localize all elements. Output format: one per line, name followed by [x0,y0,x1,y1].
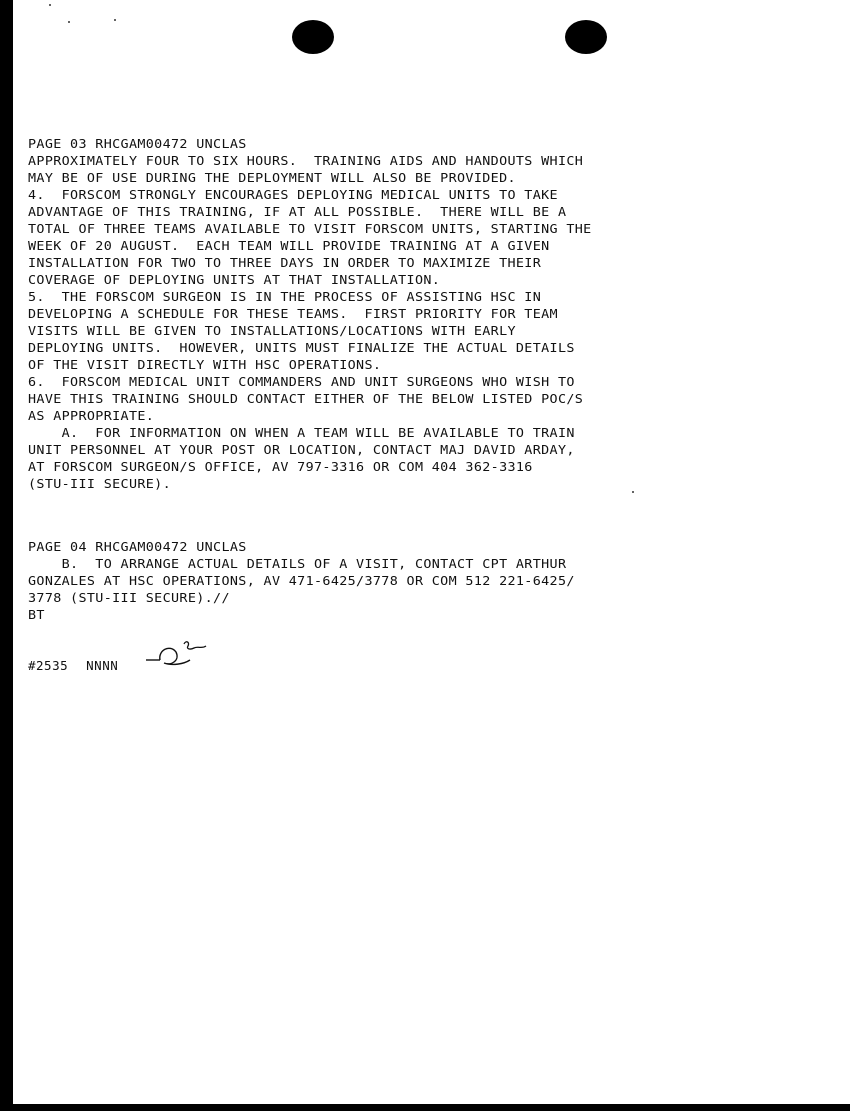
page3-line: UNIT PERSONNEL AT YOUR POST OR LOCATION, CONTACT MAJ DAVID ARDAY, [28,443,575,458]
page4-header: PAGE 04 RHCGAM00472 UNCLAS [28,540,247,555]
page3-line: (STU-III SECURE). [28,477,172,492]
punch-hole-right [565,20,607,54]
scan-speck [68,21,70,23]
page4-line: B. TO ARRANGE ACTUAL DETAILS OF A VISIT, CONTACT CPT ARTHUR [28,557,567,572]
scan-speck [114,19,116,21]
page3-line: AS APPROPRIATE. [28,409,155,424]
page3-line: VISITS WILL BE GIVEN TO INSTALLATIONS/LOCATIONS WITH EARLY [28,324,516,339]
page3-line: A. FOR INFORMATION ON WHEN A TEAM WILL BE AVAILABLE TO TRAIN [28,426,575,441]
page3-line: DEPLOYING UNITS. HOWEVER, UNITS MUST FINALIZE THE ACTUAL DETAILS [28,341,575,356]
page4-line: 3778 (STU-III SECURE).// [28,591,230,606]
page4-line: GONZALES AT HSC OPERATIONS, AV 471-6425/3778 OR COM 512 221-6425/ [28,574,575,589]
page3-line: APPROXIMATELY FOUR TO SIX HOURS. TRAINING AIDS AND HANDOUTS WHICH [28,154,584,169]
scan-speck [632,491,634,493]
page3-line: OF THE VISIT DIRECTLY WITH HSC OPERATIONS. [28,358,382,373]
page3-line: WEEK OF 20 AUGUST. EACH TEAM WILL PROVIDE TRAINING AT A GIVEN [28,239,550,254]
page3-line: ADVANTAGE OF THIS TRAINING, IF AT ALL POSSIBLE. THERE WILL BE A [28,205,567,220]
handwritten-initials [144,636,214,672]
end-of-message-marker: NNNN [86,658,119,673]
page3-line: TOTAL OF THREE TEAMS AVAILABLE TO VISIT FORSCOM UNITS, STARTING THE [28,222,592,237]
punch-hole-left [292,20,334,54]
page3-line: 5. THE FORSCOM SURGEON IS IN THE PROCESS OF ASSISTING HSC IN [28,290,542,305]
message-number: #2535 [28,658,69,673]
page3-header: PAGE 03 RHCGAM00472 UNCLAS [28,137,247,152]
scan-left-border [0,0,13,1111]
page3-line: COVERAGE OF DEPLOYING UNITS AT THAT INSTALLATION. [28,273,441,288]
scan-speck [49,4,51,6]
page3-line: DEVELOPING A SCHEDULE FOR THESE TEAMS. FIRST PRIORITY FOR TEAM [28,307,558,322]
page3-line: HAVE THIS TRAINING SHOULD CONTACT EITHER OF THE BELOW LISTED POC/S [28,392,584,407]
page3-line: INSTALLATION FOR TWO TO THREE DAYS IN ORDER TO MAXIMIZE THEIR [28,256,542,271]
page3-line: 6. FORSCOM MEDICAL UNIT COMMANDERS AND UNIT SURGEONS WHO WISH TO [28,375,575,390]
page3-line: AT FORSCOM SURGEON/S OFFICE, AV 797-3316 OR COM 404 362-3316 [28,460,533,475]
scan-bottom-border [0,1104,850,1111]
message-signoff [28,658,118,673]
page4-line: BT [28,608,45,623]
page3-line: MAY BE OF USE DURING THE DEPLOYMENT WILL ALSO BE PROVIDED. [28,171,516,186]
page3-line: 4. FORSCOM STRONGLY ENCOURAGES DEPLOYING MEDICAL UNITS TO TAKE [28,188,558,203]
